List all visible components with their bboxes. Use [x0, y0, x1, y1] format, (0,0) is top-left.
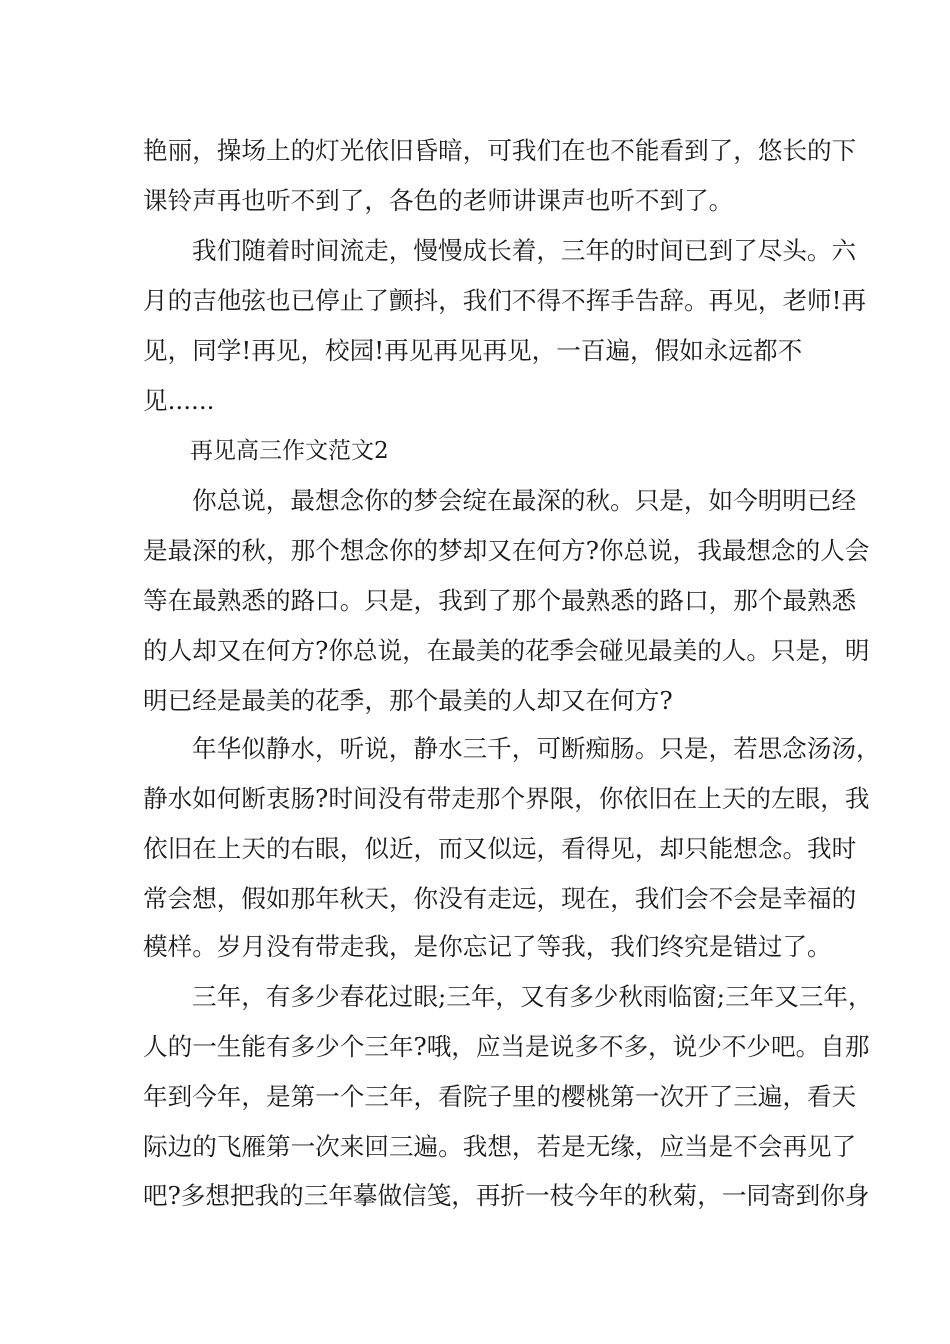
text-line: 依旧在上天的右眼，似近，而又似远，看得见，却只能想念。我时	[143, 834, 857, 863]
text-line: 吧?多想把我的三年摹做信笺，再折一枝今年的秋菊，一同寄到你身	[143, 1181, 870, 1210]
text-line: 明已经是最美的花季，那个最美的人却又在何方?	[143, 686, 673, 715]
section-heading: 再见高三作文范文2	[190, 438, 389, 464]
text-line: 际边的飞雁第一次来回三遍。我想，若是无缘，应当是不会再见了	[143, 1132, 857, 1161]
text-line: 见......	[143, 386, 215, 415]
text-line: 静水如何断衷肠?时间没有带走那个界限，你依旧在上天的左眼，我	[143, 784, 870, 813]
text-line: 是最深的秋，那个想念你的梦却又在何方?你总说，我最想念的人会	[143, 536, 870, 565]
paragraph-first-line: 年华似静水，听说，静水三千，可断痴肠。只是，若思念汤汤，	[192, 734, 881, 763]
text-line: 课铃声再也听不到了，各色的老师讲课声也听不到了。	[143, 186, 734, 215]
paragraph-first-line: 我们随着时间流走，慢慢成长着，三年的时间已到了尽头。六	[192, 236, 857, 265]
text-line: 等在最熟悉的路口。只是，我到了那个最熟悉的路口，那个最熟悉	[143, 586, 857, 615]
text-line: 模样。岁月没有带走我，是你忘记了等我，我们终究是错过了。	[143, 932, 832, 961]
text-line: 年到今年，是第一个三年，看院子里的樱桃第一次开了三遍，看天	[143, 1082, 857, 1111]
text-line: 人的一生能有多少个三年?哦，应当是说多不多，说少不少吧。自那	[143, 1032, 870, 1061]
text-line: 艳丽，操场上的灯光依旧昏暗，可我们在也不能看到了，悠长的下	[143, 136, 857, 165]
text-line: 见，同学!再见，校园!再见再见再见，一百遍，假如永远都不	[143, 336, 803, 365]
paragraph-first-line: 你总说，最想念你的梦会绽在最深的秋。只是，如今明明已经	[192, 486, 857, 515]
text-line: 常会想，假如那年秋天，你没有走远，现在，我们会不会是幸福的	[143, 884, 857, 913]
paragraph-first-line: 三年，有多少春花过眼;三年，又有多少秋雨临窗;三年又三年，	[192, 982, 873, 1011]
text-line: 月的吉他弦也已停止了颤抖，我们不得不挥手告辞。再见，老师!再	[143, 286, 867, 315]
text-line: 的人却又在何方?你总说，在最美的花季会碰见最美的人。只是，明	[143, 636, 870, 665]
